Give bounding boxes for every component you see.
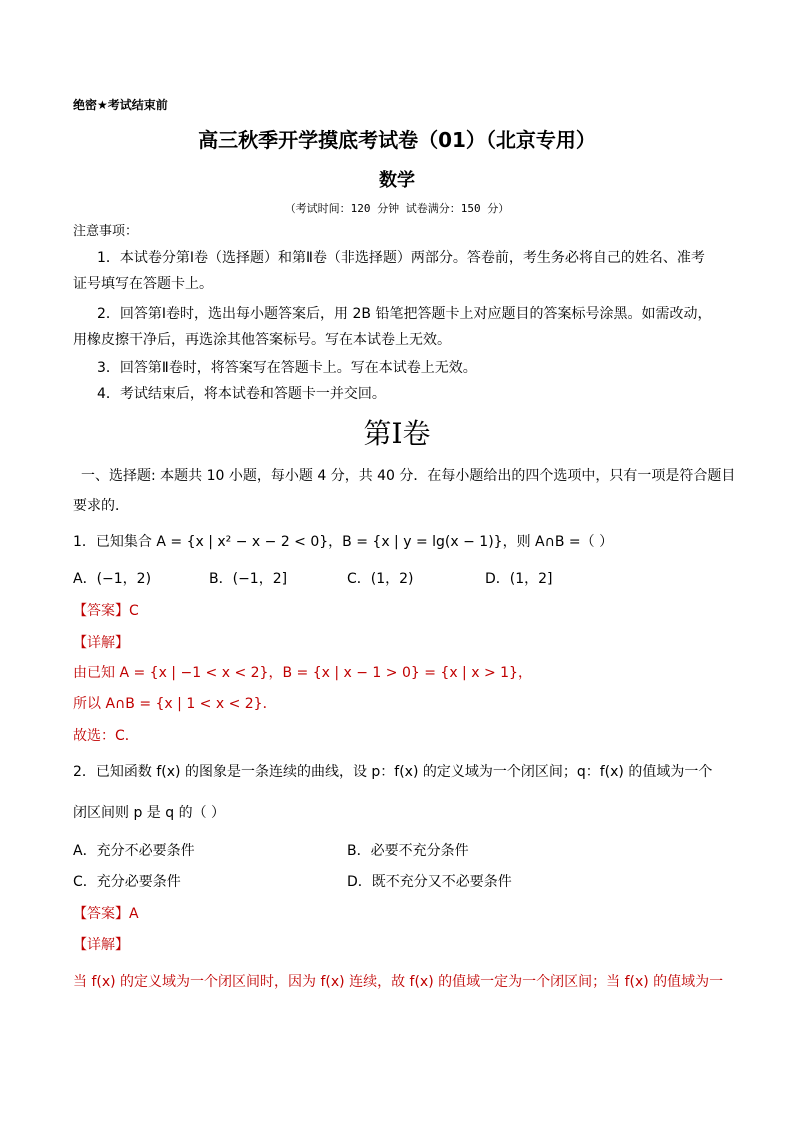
q2-detail-label: 【详解】 — [73, 937, 129, 953]
q1-option-a: A．(−1，2) — [73, 571, 152, 587]
q1-option-d: D．(1，2] — [485, 571, 553, 587]
q2-option-a: A．充分不必要条件 — [73, 843, 195, 859]
subject-title: 数学 — [379, 170, 415, 191]
q2-option-b: B．必要不充分条件 — [347, 843, 469, 859]
q2-answer-label: 【答案】 — [73, 906, 129, 922]
q1-answer-value: C — [129, 603, 139, 619]
confidential-mark: 绝密★考试结束前 — [73, 98, 168, 112]
q1-answer-label: 【答案】 — [73, 603, 129, 619]
notice-item-2-line1: 2．回答第Ⅰ卷时，选出每小题答案后，用 2B 铅笔把答题卡上对应题目的答案标号涂黑。如需改动， — [97, 306, 712, 322]
q1-answer — [73, 600, 139, 620]
volume-heading: 第Ⅰ卷 — [363, 419, 431, 450]
q2-option-d: D．既不充分又不必要条件 — [347, 874, 512, 890]
q2-stem-line2: 闭区间则 p 是 q 的（ ） — [73, 805, 226, 821]
section-instructions-line2: 要求的． — [73, 498, 129, 514]
q1-stem: 1．已知集合 A = {x | x² − x − 2 < 0}，B = {x | y = lg(x − 1)}，则 A∩B =（ ） — [73, 534, 614, 550]
section-instructions-line1: 一、选择题: 本题共 10 小题，每小题 4 分，共 40 分．在每小题给出的四个选项中，只有一项是符合题目 — [81, 468, 736, 484]
q2-detail-line1: 当 f(x) 的定义域为一个闭区间时，因为 f(x) 连续，故 f(x) 的值域一定为一个闭区间；当 f(x) 的值域为一 — [73, 974, 724, 990]
q2-answer-value: A — [129, 906, 139, 922]
notice-item-2-line2: 用橡皮擦干净后，再选涂其他答案标号。写在本试卷上无效。 — [73, 332, 451, 348]
notice-heading: 注意事项： — [73, 224, 139, 239]
q1-detail-line1: 由已知 A = {x | −1 < x < 2}，B = {x | x − 1 > 0} = {x | x > 1}， — [73, 665, 532, 681]
q2-stem-line1: 2．已知函数 f(x) 的图象是一条连续的曲线，设 p：f(x) 的定义域为一个闭区间；q：f(x) 的值域为一个 — [73, 764, 713, 780]
q1-detail-line3: 故选：C． — [73, 728, 139, 744]
notice-item-4: 4．考试结束后，将本试卷和答题卡一并交回。 — [97, 386, 386, 402]
exam-title: 高三秋季开学摸底考试卷（01）（北京专用） — [198, 128, 596, 152]
notice-item-3: 3．回答第Ⅱ卷时，将答案写在答题卡上。写在本试卷上无效。 — [97, 360, 477, 376]
notice-item-1-line1: 1．本试卷分第Ⅰ卷（选择题）和第Ⅱ卷（非选择题）两部分。答卷前，考生务必将自己的姓名、准考 — [97, 250, 705, 266]
q1-detail-line2: 所以 A∩B = {x | 1 < x < 2}． — [73, 696, 277, 712]
q1-option-c: C．(1，2) — [347, 571, 414, 587]
q1-option-b: B．(−1，2] — [209, 571, 288, 587]
exam-time-info: （考试时间：120 分钟 试卷满分：150 分） — [284, 202, 510, 215]
notice-item-1-line2: 证号填写在答题卡上。 — [73, 276, 213, 292]
q1-detail-label: 【详解】 — [73, 635, 129, 651]
q2-answer — [73, 903, 139, 923]
q2-option-c: C．充分必要条件 — [73, 874, 181, 890]
